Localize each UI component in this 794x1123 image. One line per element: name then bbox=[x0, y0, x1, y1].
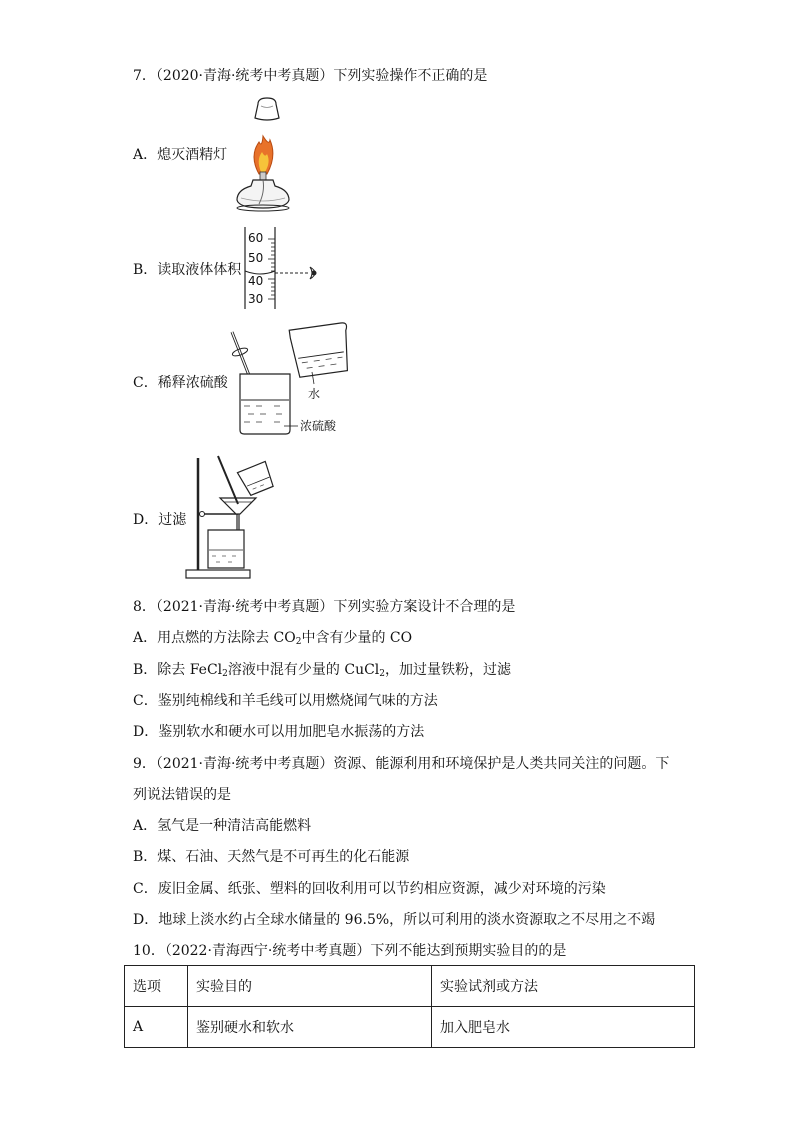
q8-option-d: D．鉴别软水和硬水可以用加肥皂水振荡的方法 bbox=[133, 724, 425, 740]
table-cell: 鉴别硬水和软水 bbox=[188, 1007, 432, 1048]
q8-option-b bbox=[133, 661, 511, 683]
alcohol-lamp-figure bbox=[225, 96, 295, 214]
option-text: 读取液体体积 bbox=[157, 262, 242, 278]
cylinder-tick-30: 30 bbox=[248, 292, 264, 306]
q10-table bbox=[124, 965, 695, 1048]
q7-option-b bbox=[133, 261, 241, 279]
table-header-cell: 实验目的 bbox=[188, 966, 432, 1007]
cylinder-tick-50: 50 bbox=[248, 251, 264, 265]
table-header-row bbox=[125, 966, 695, 1007]
q9-option-c: C．废旧金属、纸张、塑料的回收利用可以节约相应资源，减少对环境的污染 bbox=[133, 881, 606, 897]
table-cell: A bbox=[125, 1007, 188, 1048]
q9-stem-line1: 9．（2021·青海·统考中考真题）资源、能源利用和环境保护是人类共同关注的问题。下 bbox=[133, 756, 670, 772]
q9-stem-line2: 列说法错误的是 bbox=[133, 787, 231, 803]
cylinder-tick-40: 40 bbox=[248, 274, 264, 288]
option-text: ，加过量铁粉，过滤 bbox=[385, 662, 512, 678]
q7-stem: 7．（2020·青海·统考中考真题）下列实验操作不正确的是 bbox=[133, 68, 488, 84]
filtration-figure bbox=[182, 452, 282, 582]
option-text: B．除去 FeCl bbox=[133, 662, 223, 678]
option-letter: B． bbox=[133, 262, 158, 278]
q7-option-a bbox=[133, 146, 227, 164]
graduated-cylinder-figure bbox=[238, 225, 338, 313]
table-header-cell: 选项 bbox=[125, 966, 188, 1007]
subscript: 2 bbox=[379, 669, 386, 679]
acid-label: 浓硫酸 bbox=[300, 419, 337, 433]
subscript: 2 bbox=[222, 669, 228, 679]
table-row bbox=[125, 1007, 695, 1048]
q8-option-a bbox=[133, 629, 412, 651]
option-letter: C． bbox=[133, 375, 158, 391]
q9-option-b: B．煤、石油、天然气是不可再生的化石能源 bbox=[133, 849, 410, 865]
q10-stem: 10．（2022·青海西宁·统考中考真题）下列不能达到预期实验目的的是 bbox=[133, 943, 567, 959]
q8-stem: 8．（2021·青海·统考中考真题）下列实验方案设计不合理的是 bbox=[133, 599, 516, 615]
subscript: 2 bbox=[295, 637, 302, 647]
cylinder-tick-60: 60 bbox=[248, 231, 264, 245]
option-text: 中含有少量的 CO bbox=[301, 630, 413, 646]
table-header-cell: 实验试剂或方法 bbox=[432, 966, 695, 1007]
option-text: A．用点燃的方法除去 CO bbox=[133, 630, 296, 646]
dilution-figure bbox=[226, 318, 366, 438]
q9-option-a: A．氢气是一种清洁高能燃料 bbox=[133, 818, 312, 834]
water-label: 水 bbox=[308, 387, 321, 401]
option-letter: D． bbox=[133, 512, 159, 528]
option-letter: A． bbox=[133, 147, 158, 163]
q7-option-c bbox=[133, 374, 228, 392]
option-text: 过滤 bbox=[158, 512, 187, 528]
option-text: 溶液中混有少量的 CuCl bbox=[227, 662, 380, 678]
eye-icon bbox=[312, 271, 317, 276]
option-text: 熄灭酒精灯 bbox=[157, 147, 228, 163]
q9-option-d: D．地球上淡水约占全球水储量的 96.5%，所以可利用的淡水资源取之不尽用之不竭 bbox=[133, 912, 656, 928]
q7-option-d bbox=[133, 511, 186, 529]
table-cell: 加入肥皂水 bbox=[432, 1007, 695, 1048]
q8-option-c: C．鉴别纯棉线和羊毛线可以用燃烧闻气味的方法 bbox=[133, 693, 438, 709]
option-text: 稀释浓硫酸 bbox=[157, 375, 228, 391]
